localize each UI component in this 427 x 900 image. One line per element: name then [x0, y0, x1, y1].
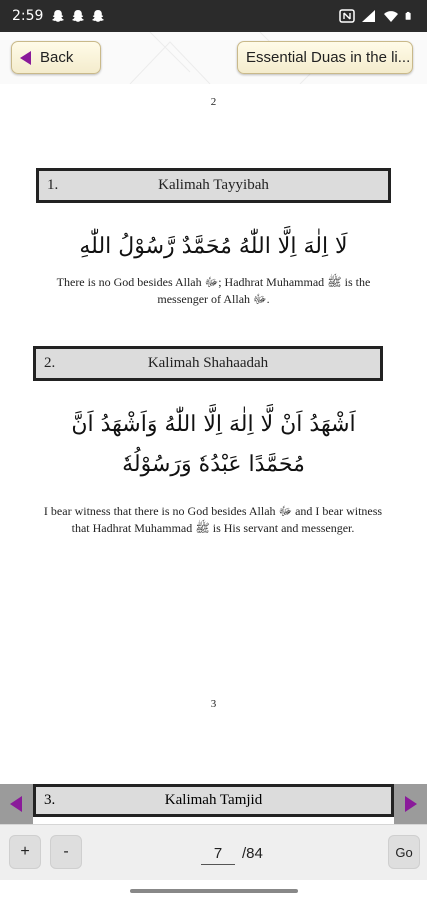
status-time: 2:59 — [12, 8, 44, 24]
wifi-icon — [383, 9, 399, 23]
notification-icons — [51, 9, 105, 23]
status-bar — [0, 0, 427, 32]
back-arrow-icon — [20, 51, 31, 65]
home-gesture-bar[interactable] — [130, 889, 298, 893]
page-total-label: /84 — [242, 845, 263, 862]
zoom-out-button[interactable]: - — [50, 835, 82, 869]
section-number: 3. — [44, 792, 56, 808]
page-number-input[interactable] — [201, 843, 235, 865]
back-button-label: Back — [40, 49, 74, 66]
section-number: 2. — [44, 355, 56, 371]
next-section-icon[interactable] — [405, 796, 417, 812]
translation-1: There is no God besides Allah ﷻ; Hadhrat Muhammad ﷺ is the messenger of Allah ﷻ. — [56, 275, 371, 306]
zoom-in-button[interactable]: + — [9, 835, 41, 869]
nfc-icon — [339, 9, 355, 23]
section-number: 1. — [47, 177, 59, 193]
section-title: Kalimah Tayyibah — [158, 177, 269, 193]
signal-icon — [361, 9, 377, 23]
page-number-bottom: 3 — [210, 698, 217, 710]
battery-icon — [405, 9, 415, 23]
page-toolbar — [0, 824, 427, 880]
snapchat-ghost-icon — [71, 9, 85, 23]
snapchat-ghost-icon — [91, 9, 105, 23]
arabic-text-2-line-1: اَشْهَدُ اَنْ لَّا اِلٰهَ اِلَّا اللّٰهُ وَاَشْهَدُ اَنَّ — [71, 412, 356, 437]
system-icons — [339, 9, 415, 23]
page-number-top: 2 — [210, 96, 217, 108]
back-button[interactable] — [11, 41, 101, 74]
book-title-button[interactable] — [237, 41, 413, 74]
current-section-heading[interactable] — [33, 784, 394, 817]
go-button[interactable]: Go — [388, 835, 420, 869]
previous-section-icon[interactable] — [10, 796, 22, 812]
arabic-text-2-line-2: مُحَمَّدًا عَبْدُهٗ وَرَسُوْلُهٗ — [122, 452, 305, 477]
section-title: Kalimah Tamjid — [164, 792, 263, 808]
section-heading-2 — [33, 346, 383, 381]
snapchat-ghost-icon — [51, 9, 65, 23]
book-title-label: Essential Duas in the li... — [246, 49, 411, 66]
section-heading-1 — [36, 168, 391, 203]
gesture-area — [0, 880, 427, 900]
app-header — [0, 32, 427, 84]
section-title: Kalimah Shahaadah — [147, 355, 269, 371]
book-page — [0, 84, 427, 784]
translation-2: I bear witness that there is no God besides Allah ﷻ and I bear witness that Hadhrat Muhammad ﷺ is His servant and messenger. — [43, 504, 383, 535]
arabic-text-1: لَا اِلٰهَ اِلَّا اللّٰهُ مُحَمَّدٌ رَّسُوْلُ اللّٰهِ — [79, 234, 348, 259]
